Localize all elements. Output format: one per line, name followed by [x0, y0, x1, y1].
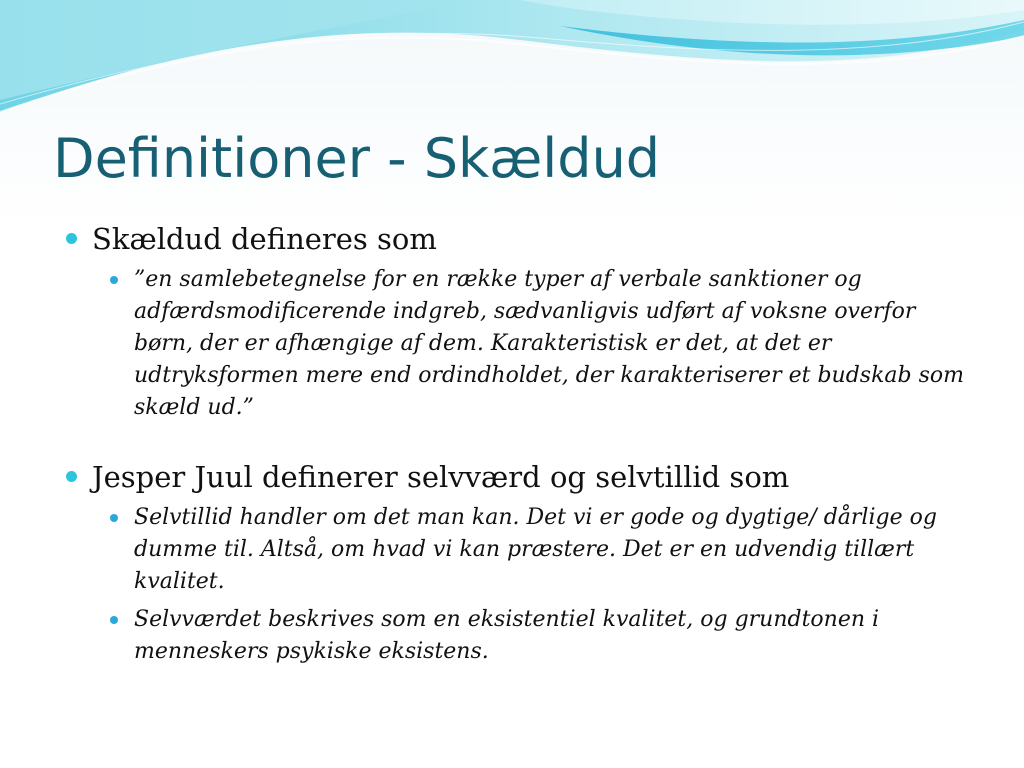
bullet-text: Selvværdet beskrives som en eksistentiel kvalitet, og grundtonen i menneskers psykiske eksistens.	[134, 607, 880, 664]
bullet-text: ”en samlebetegnelse for en række typer af verbale sanktioner og adfærdsmodificerende indgreb, sædvanligvis udført af voksne overfor børn, der er afhængige af dem. Karakteristisk er det, at det er udtryksformen mere end ordindholdet, der karakteriserer et budskab som skæld ud.”	[134, 267, 964, 420]
header-wave-decoration	[0, 0, 1024, 130]
bullet-icon	[66, 471, 77, 482]
bullet-level2	[60, 502, 980, 598]
bullet-level2	[60, 264, 980, 424]
bullet-level1	[60, 220, 980, 258]
bullet-text: Skældud defineres som	[92, 222, 437, 256]
slide-content	[60, 220, 980, 668]
bullet-icon	[110, 616, 118, 624]
page-title: Definitioner - Skældud	[53, 127, 661, 190]
bullet-text: Jesper Juul definerer selvværd og selvtillid som	[92, 460, 790, 494]
bullet-text: Selvtillid handler om det man kan. Det vi er gode og dygtige/ dårlige og dumme til. Altså, om hvad vi kan præstere. Det er en udvendig tillært kvalitet.	[134, 505, 937, 594]
bullet-icon	[66, 233, 77, 244]
bullet-icon	[110, 514, 118, 522]
bullet-level2	[60, 604, 980, 668]
bullet-level1	[60, 458, 980, 496]
bullet-icon	[110, 276, 118, 284]
